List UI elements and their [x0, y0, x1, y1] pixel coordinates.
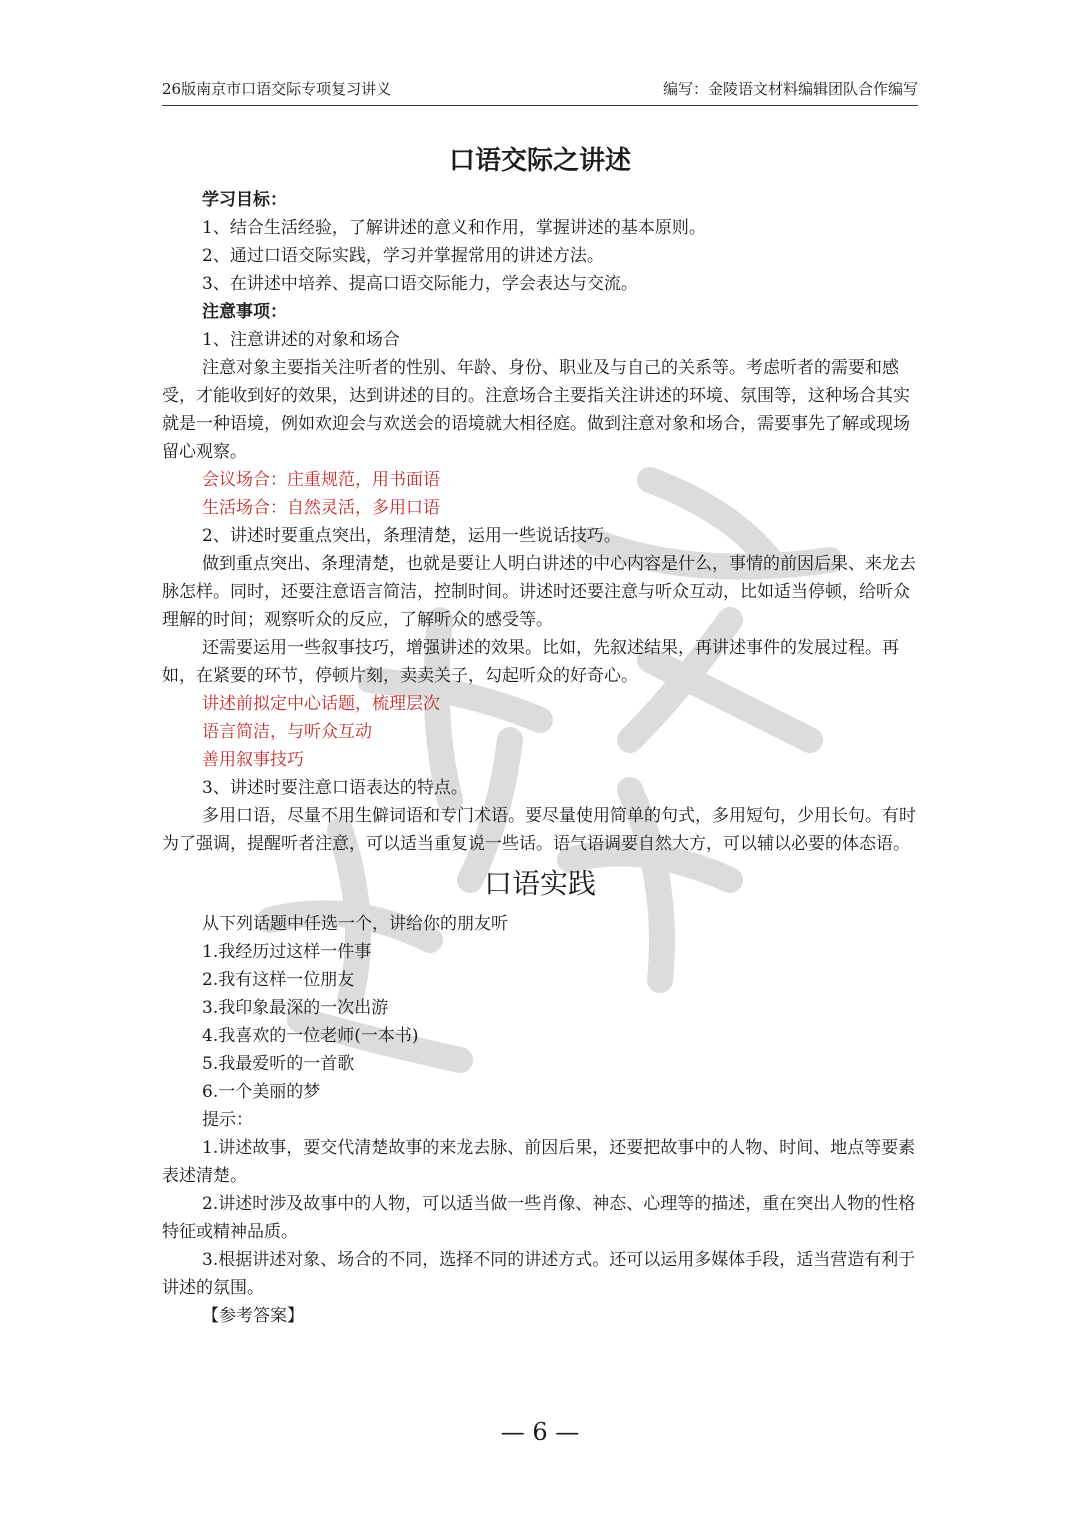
header-right: 编写：金陵语文材料编辑团队合作编写 [662, 80, 918, 98]
notes-heading: 注意事项： [202, 302, 287, 322]
note-2-text: 还需要运用一些叙事技巧，增强讲述的效果。比如，先叙述结果，再讲述事件的发展过程。再如，在紧要的环节，停顿片刻，卖卖关子，勾起听众的好奇心。 [162, 638, 899, 686]
note-1-highlight: 生活场合：自然灵活，多用口语 [202, 498, 440, 518]
note-2-text: 做到重点突出、条理清楚，也就是要让人明白讲述的中心内容是什么，事情的前因后果、来龙去脉怎样。同时，还要注意语言简洁，控制时间。讲述时还要注意与听众互动，比如适当停顿，给听众理解的时间；观察听众的反应，了解听众的感受等。 [162, 554, 916, 630]
tip-item: 1.讲述故事，要交代清楚故事的来龙去脉、前因后果，还要把故事中的人物、时间、地点等要素表述清楚。 [162, 1138, 916, 1186]
topic-item: 5.我最爱听的一首歌 [202, 1054, 355, 1074]
reference-answer-label: 【参考答案】 [202, 1306, 304, 1326]
goal-item: 2、通过口语交际实践，学习并掌握常用的讲述方法。 [202, 246, 604, 266]
page-title: 口语交际之讲述 [448, 146, 631, 176]
goals-heading: 学习目标： [202, 190, 287, 210]
topic-item: 4.我喜欢的一位老师(一本书) [202, 1026, 419, 1046]
practice-intro: 从下列话题中任选一个，讲给你的朋友听 [202, 914, 508, 934]
note-2-highlight: 语言简洁，与听众互动 [202, 722, 372, 742]
topic-item: 6.一个美丽的梦 [202, 1082, 321, 1102]
note-2-highlight: 讲述前拟定中心话题，梳理层次 [202, 694, 440, 714]
page-number: — 6 — [500, 1418, 580, 1446]
topic-item: 2.我有这样一位朋友 [202, 970, 355, 990]
practice-title: 口语实践 [483, 867, 596, 900]
note-1-text: 注意对象主要指关注听者的性别、年龄、身份、职业及与自己的关系等。考虑听者的需要和感受，才能收到好的效果，达到讲述的目的。注意场合主要指关注讲述的环境、氛围等，这种场合其实就是一种语境，例如欢迎会与欢送会的语境就大相径庭。做到注意对象和场合，需要事先了解或现场留心观察。 [162, 358, 910, 462]
header-left: 26版南京市口语交际专项复习讲义 [162, 80, 392, 98]
goal-item: 3、在讲述中培养、提高口语交际能力，学会表达与交流。 [202, 274, 638, 294]
tip-item: 3.根据讲述对象、场合的不同，选择不同的讲述方式。还可以运用多媒体手段，适当营造有利于讲述的氛围。 [162, 1250, 916, 1298]
topic-item: 1.我经历过这样一件事 [202, 942, 372, 962]
note-3-text: 多用口语，尽量不用生僻词语和专门术语。要尽量使用简单的句式，多用短句，少用长句。有时为了强调，提醒听者注意，可以适当重复说一些话。语气语调要自然大方，可以辅以必要的体态语。 [162, 806, 916, 854]
tip-item: 2.讲述时涉及故事中的人物，可以适当做一些肖像、神态、心理等的描述，重在突出人物的性格特征或精神品质。 [162, 1194, 916, 1242]
page-header [162, 78, 918, 106]
note-3-title: 3、讲述时要注意口语表达的特点。 [202, 778, 468, 798]
note-1-title: 1、注意讲述的对象和场合 [202, 330, 400, 350]
document-body [162, 186, 918, 1330]
note-2-highlight: 善用叙事技巧 [202, 750, 304, 770]
topic-item: 3.我印象最深的一次出游 [202, 998, 389, 1018]
goal-item: 1、结合生活经验，了解讲述的意义和作用，掌握讲述的基本原则。 [202, 218, 706, 238]
tips-heading: 提示： [202, 1110, 253, 1130]
note-2-title: 2、讲述时要重点突出，条理清楚，运用一些说话技巧。 [202, 526, 621, 546]
note-1-highlight: 会议场合：庄重规范，用书面语 [202, 470, 440, 490]
